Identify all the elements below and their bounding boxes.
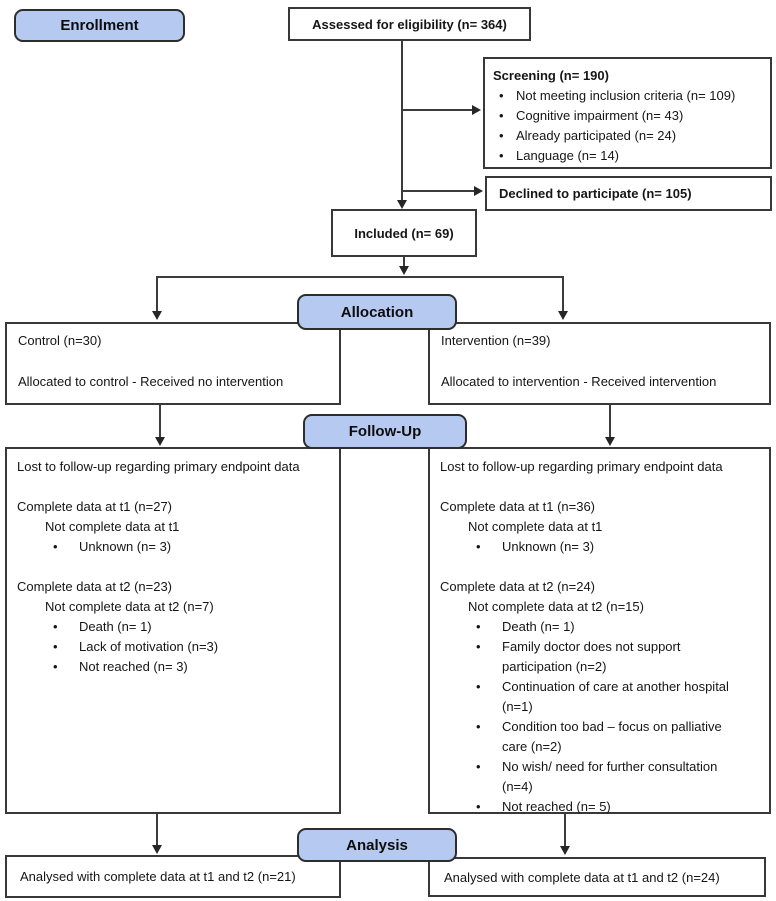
connector-intervention-down <box>562 276 564 314</box>
t2-reason-text: Not reached (n= 5) <box>502 799 611 814</box>
t2-reason-text: Family doctor does not support participation (n=2) <box>502 639 681 674</box>
t2-reason-text: Death (n= 1) <box>79 619 152 634</box>
bullet-icon: • <box>53 619 58 634</box>
t2-reason <box>440 797 759 817</box>
bullet-icon: • <box>499 88 504 103</box>
control-analysis-box: Analysed with complete data at t1 and t2 (n=21) <box>5 855 341 898</box>
t1-complete: Complete data at t1 (n=36) <box>440 499 596 514</box>
spacer <box>440 557 759 577</box>
arrow-right-screening-icon <box>472 105 481 115</box>
connector-to-screening <box>401 109 473 111</box>
screening-reason <box>493 86 764 106</box>
t2-reason-text: Not reached (n= 3) <box>79 659 188 674</box>
intervention-title: Intervention (n=39) <box>441 333 551 348</box>
allocation-band: Allocation <box>297 294 457 330</box>
screening-reason-text: Cognitive impairment (n= 43) <box>516 108 684 123</box>
screening-reason-text: Already participated (n= 24) <box>516 128 677 143</box>
bullet-icon: • <box>476 679 481 694</box>
bullet-icon: • <box>476 799 481 814</box>
t2-reason-text: Continuation of care at another hospital (n=1) <box>502 679 729 714</box>
screening-reason-text: Not meeting inclusion criteria (n= 109) <box>516 88 736 103</box>
t2-reason-text: Death (n= 1) <box>502 619 575 634</box>
spacer <box>17 557 329 577</box>
t1-reason-text: Unknown (n= 3) <box>502 539 595 554</box>
arrow-down-control-analysis-icon <box>152 845 162 854</box>
intervention-allocation-box <box>428 322 771 405</box>
connector-intervention-analysis <box>564 814 566 848</box>
control-title: Control (n=30) <box>18 333 102 348</box>
bullet-icon: • <box>476 759 481 774</box>
connector-control-down <box>156 276 158 314</box>
t2-reason-text: Lack of motivation (n=3) <box>79 639 219 654</box>
arrow-down-intervention-analysis-icon <box>560 846 570 855</box>
t2-reason <box>440 757 759 797</box>
analysis-band: Analysis <box>297 828 457 862</box>
t2-reason <box>17 657 329 677</box>
connector-control-analysis <box>156 814 158 847</box>
t1-reason <box>17 537 329 557</box>
intervention-desc: Allocated to intervention - Received intervention <box>441 374 717 389</box>
arrow-down-included-icon <box>397 200 407 209</box>
spacer <box>17 477 329 497</box>
bullet-icon: • <box>476 639 481 654</box>
t2-reason-text: No wish/ need for further consultation (n=4) <box>502 759 718 794</box>
t2-not-complete: Not complete data at t2 (n=15) <box>468 599 644 614</box>
t1-reason-text: Unknown (n= 3) <box>79 539 172 554</box>
enrollment-band: Enrollment <box>14 9 185 42</box>
bullet-icon: • <box>499 148 504 163</box>
screening-reason-text: Language (n= 14) <box>516 148 620 163</box>
arrow-right-declined-icon <box>474 186 483 196</box>
connector-assessed-down <box>401 41 403 202</box>
bullet-icon: • <box>476 719 481 734</box>
connector-allocation-split <box>157 276 564 278</box>
t2-reason <box>440 617 759 637</box>
screening-reasons-list <box>493 86 764 166</box>
arrow-down-intervention-icon <box>558 311 568 320</box>
t1-not-complete: Not complete data at t1 <box>468 519 603 534</box>
screening-box <box>483 57 772 169</box>
assessed-box: Assessed for eligibility (n= 364) <box>288 7 531 41</box>
followup-header: Lost to follow-up regarding primary endpoint data <box>17 459 300 474</box>
t2-reason <box>440 637 759 677</box>
arrow-down-control-followup-icon <box>155 437 165 446</box>
screening-reason <box>493 146 764 166</box>
control-desc: Allocated to control - Received no intervention <box>18 374 284 389</box>
t2-reason <box>17 617 329 637</box>
intervention-followup-box <box>428 447 771 814</box>
included-box: Included (n= 69) <box>331 209 477 257</box>
connector-control-followup <box>159 405 161 439</box>
bullet-icon: • <box>476 539 481 554</box>
arrow-down-intervention-followup-icon <box>605 437 615 446</box>
t2-reason <box>440 717 759 757</box>
t2-complete: Complete data at t2 (n=23) <box>17 579 173 594</box>
connector-to-declined <box>401 190 475 192</box>
t2-complete: Complete data at t2 (n=24) <box>440 579 596 594</box>
t1-reason <box>440 537 759 557</box>
t2-not-complete: Not complete data at t2 (n=7) <box>45 599 214 614</box>
bullet-icon: • <box>499 108 504 123</box>
screening-title: Screening (n= 190) <box>493 68 609 83</box>
control-allocation-box <box>5 322 341 405</box>
bullet-icon: • <box>476 619 481 634</box>
bullet-icon: • <box>53 659 58 674</box>
screening-reason <box>493 126 764 146</box>
connector-intervention-followup <box>609 405 611 439</box>
arrow-down-control-icon <box>152 311 162 320</box>
t2-reason <box>17 637 329 657</box>
arrow-down-split-icon <box>399 266 409 275</box>
followup-band: Follow-Up <box>303 414 467 449</box>
declined-box: Declined to participate (n= 105) <box>485 176 772 211</box>
t1-complete: Complete data at t1 (n=27) <box>17 499 173 514</box>
bullet-icon: • <box>499 128 504 143</box>
followup-header: Lost to follow-up regarding primary endpoint data <box>440 459 723 474</box>
spacer <box>440 477 759 497</box>
t2-reason-text: Condition too bad – focus on palliative care (n=2) <box>502 719 722 754</box>
t1-not-complete: Not complete data at t1 <box>45 519 180 534</box>
bullet-icon: • <box>53 639 58 654</box>
t2-reason <box>440 677 759 717</box>
screening-reason <box>493 106 764 126</box>
control-followup-box <box>5 447 341 814</box>
intervention-analysis-box: Analysed with complete data at t1 and t2 (n=24) <box>428 857 766 897</box>
bullet-icon: • <box>53 539 58 554</box>
